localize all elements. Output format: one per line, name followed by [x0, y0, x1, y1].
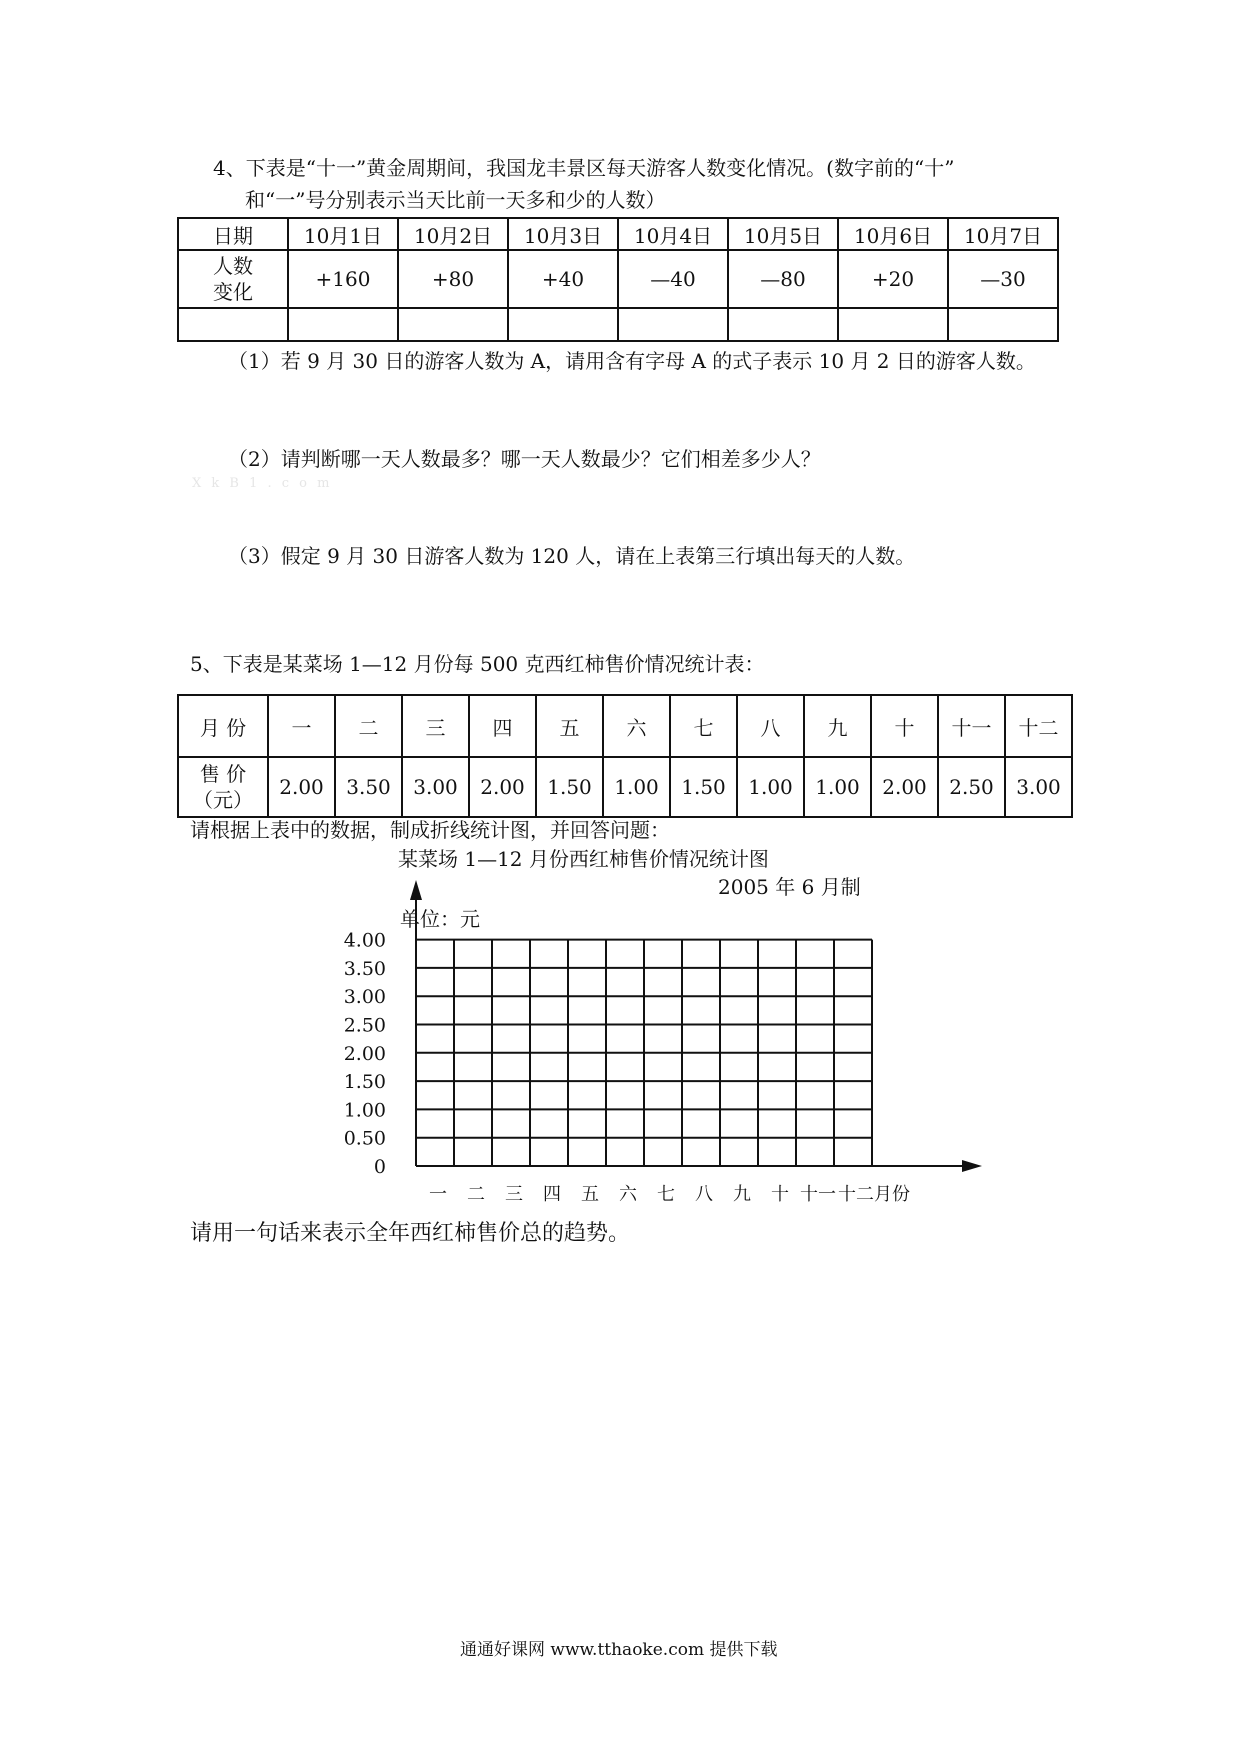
change-cell: —80	[728, 250, 838, 308]
x-tick-label: 六	[619, 1184, 637, 1205]
price-cell: 1.00	[603, 757, 670, 817]
q5-intro: 5、下表是某菜场 1—12 月份每 500 克西红柿售价情况统计表：	[190, 652, 765, 676]
y-axis-arrow	[410, 880, 422, 900]
price-header: 售 价 （元）	[178, 757, 268, 817]
price-cell: 2.50	[938, 757, 1005, 817]
chart-grid	[416, 940, 872, 1166]
x-tick-label: 七	[657, 1184, 675, 1205]
price-cell: 2.00	[871, 757, 938, 817]
change-cell: +80	[398, 250, 508, 308]
month-cell: 十	[871, 695, 938, 757]
x-tick-label: 三	[505, 1184, 523, 1205]
chart-title: 某菜场 1—12 月份西红柿售价情况统计图	[398, 847, 769, 871]
x-tick-label: 一	[429, 1184, 447, 1205]
x-tick-label: 十二	[838, 1184, 874, 1205]
month-cell: 七	[670, 695, 737, 757]
month-cell: 五	[536, 695, 603, 757]
q4-subquestion-2: （2）请判断哪一天人数最多？哪一天人数最少？它们相差多少人？	[228, 447, 821, 471]
month-cell: 六	[603, 695, 670, 757]
price-cell: 1.50	[670, 757, 737, 817]
chart-axes	[410, 880, 982, 1172]
y-tick-label: 2.50	[343, 1014, 386, 1037]
x-tick-label: 九	[733, 1184, 751, 1205]
x-tick-labels	[429, 1184, 874, 1205]
date-cell: 10月4日	[618, 218, 728, 250]
watermark: X k B 1 . c o m	[192, 476, 333, 491]
x-tick-label: 八	[695, 1184, 713, 1205]
x-tick-label: 四	[543, 1184, 561, 1205]
q4-intro-line2: 和“一”号分别表示当天比前一天多和少的人数）	[245, 188, 666, 212]
price-cell: 3.00	[402, 757, 469, 817]
price-cell: 1.50	[536, 757, 603, 817]
date-cell: 10月3日	[508, 218, 618, 250]
y-tick-label: 4.00	[343, 929, 386, 952]
change-cell: +40	[508, 250, 618, 308]
x-axis-label: 月份	[874, 1184, 910, 1205]
y-tick-label: 1.50	[343, 1071, 386, 1094]
date-header: 日期	[178, 218, 288, 250]
date-cell: 10月5日	[728, 218, 838, 250]
date-cell: 10月7日	[948, 218, 1058, 250]
change-cell: —30	[948, 250, 1058, 308]
chart-subtitle: 2005 年 6 月制	[718, 875, 861, 899]
month-cell: 四	[469, 695, 536, 757]
footer-text: 通通好课网 www.tthaoke.com 提供下载	[460, 1640, 778, 1660]
price-cell: 3.50	[335, 757, 402, 817]
price-cell: 3.00	[1005, 757, 1072, 817]
month-cell: 十二	[1005, 695, 1072, 757]
x-axis-arrow	[962, 1160, 982, 1172]
date-cell: 10月2日	[398, 218, 508, 250]
month-cell: 八	[737, 695, 804, 757]
y-tick-label: 3.50	[343, 957, 386, 980]
change-cell: +160	[288, 250, 398, 308]
date-cell: 10月6日	[838, 218, 948, 250]
date-cell: 10月1日	[288, 218, 398, 250]
price-cell: 1.00	[804, 757, 871, 817]
month-header: 月 份	[178, 695, 268, 757]
x-tick-label: 十	[771, 1184, 789, 1205]
price-cell: 2.00	[268, 757, 335, 817]
y-tick-label: 0.50	[343, 1127, 386, 1150]
month-cell: 三	[402, 695, 469, 757]
change-cell: +20	[838, 250, 948, 308]
q4-subquestion-1: （1）若 9 月 30 日的游客人数为 A，请用含有字母 A 的式子表示 10 月 2 日的游客人数。	[228, 349, 1036, 373]
month-cell: 九	[804, 695, 871, 757]
x-tick-label: 二	[467, 1184, 485, 1205]
x-tick-label: 五	[581, 1184, 599, 1205]
change-cell: —40	[618, 250, 728, 308]
y-tick-label: 2.00	[343, 1042, 386, 1065]
q5-instruction: 请根据上表中的数据，制成折线统计图，并回答问题：	[190, 818, 670, 842]
change-header: 人数 变化	[178, 250, 288, 308]
y-axis-unit-label: 单位：元	[400, 907, 480, 931]
q4-subquestion-3: （3）假定 9 月 30 日游客人数为 120 人，请在上表第三行填出每天的人数。	[228, 544, 916, 568]
price-cell: 1.00	[737, 757, 804, 817]
y-tick-label: 3.00	[343, 986, 386, 1009]
x-tick-label: 十一	[800, 1184, 836, 1205]
month-cell: 十一	[938, 695, 1005, 757]
price-cell: 2.00	[469, 757, 536, 817]
q5-final-question: 请用一句话来表示全年西红柿售价总的趋势。	[190, 1221, 631, 1246]
y-tick-label: 1.00	[343, 1099, 386, 1122]
y-tick-labels	[344, 930, 386, 1178]
month-cell: 一	[268, 695, 335, 757]
month-cell: 二	[335, 695, 402, 757]
y-tick-label: 0	[373, 1156, 386, 1178]
q4-intro-line1: 4、下表是“十一”黄金周期间，我国龙丰景区每天游客人数变化情况。(数字前的“十”	[213, 156, 955, 180]
